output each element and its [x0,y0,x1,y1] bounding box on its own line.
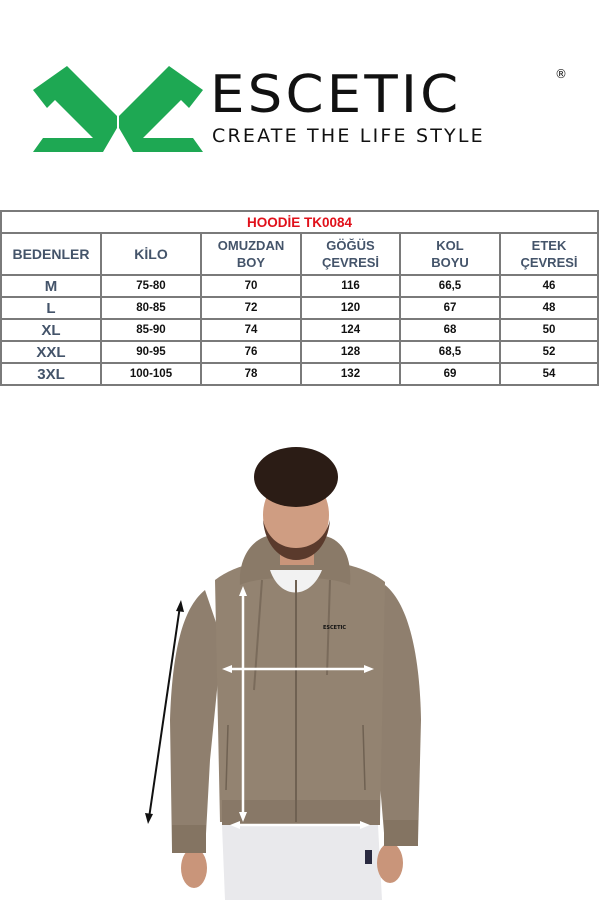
cell-kol-boyu: 69 [401,364,499,384]
cell-gogus-cevresi: 128 [302,342,399,362]
header-bedenler: BEDENLER [2,234,100,274]
cell-kol-boyu: 68 [401,320,499,340]
cell-omuzdan-boy: 74 [202,320,300,340]
table-header-row [2,234,597,274]
model-hoodie-photo [140,440,440,900]
cell-etek-cevresi: 46 [501,276,597,296]
cell-size: XL [2,320,100,340]
cell-gogus-cevresi: 124 [302,320,399,340]
cell-size: M [2,276,100,296]
cell-kol-boyu: 67 [401,298,499,318]
cell-omuzdan-boy: 76 [202,342,300,362]
cell-omuzdan-boy: 70 [202,276,300,296]
header-kol-boyu: KOL BOYU [401,234,499,274]
cell-kilo: 75-80 [102,276,200,296]
cell-omuzdan-boy: 72 [202,298,300,318]
cell-size: L [2,298,100,318]
cell-etek-cevresi: 50 [501,320,597,340]
cell-gogus-cevresi: 116 [302,276,399,296]
cell-kilo: 85-90 [102,320,200,340]
table-row [2,364,597,384]
table-row [2,342,597,362]
registered-mark: ® [555,67,567,81]
escetic-logo-mark-icon [33,66,203,152]
header-etek-cevresi: ETEK ÇEVRESİ [501,234,597,274]
cell-gogus-cevresi: 120 [302,298,399,318]
cell-size: 3XL [2,364,100,384]
cell-omuzdan-boy: 78 [202,364,300,384]
cell-kilo: 100-105 [102,364,200,384]
size-chart-table [0,210,599,386]
header-omuzdan-boy: OMUZDAN BOY [202,234,300,274]
table-row [2,298,597,318]
table-row [2,320,597,340]
cell-kilo: 90-95 [102,342,200,362]
brand-name: ESCETIC [210,65,462,125]
cell-kol-boyu: 68,5 [401,342,499,362]
header-gogus-cevresi: GÖĞÜS ÇEVRESİ [302,234,399,274]
header-kilo: KİLO [102,234,200,274]
cell-kilo: 80-85 [102,298,200,318]
svg-text:ESCETIC: ESCETIC [323,625,347,631]
cell-gogus-cevresi: 132 [302,364,399,384]
cell-etek-cevresi: 48 [501,298,597,318]
brand-tagline: CREATE THE LIFE STYLE [212,125,485,147]
brand-logo [0,0,600,180]
cell-etek-cevresi: 54 [501,364,597,384]
table-row [2,276,597,296]
table-title: HOODİE TK0084 [2,212,597,234]
cell-etek-cevresi: 52 [501,342,597,362]
cell-size: XXL [2,342,100,362]
cell-kol-boyu: 66,5 [401,276,499,296]
